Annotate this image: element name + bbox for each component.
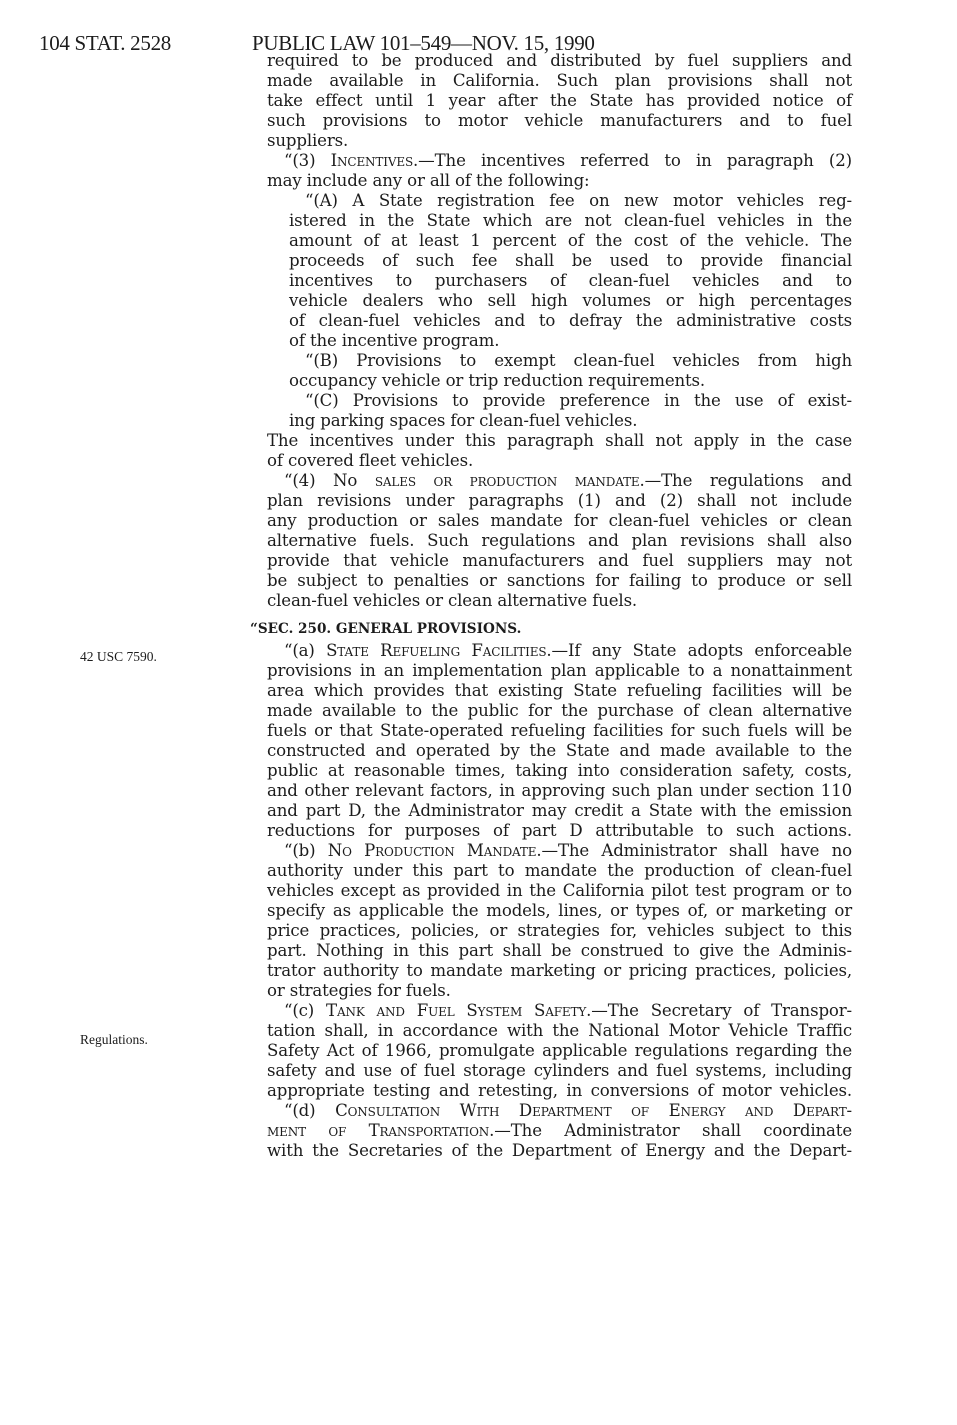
text-line: tation shall, in accordance with the National Motor Vehicle Traffic (267, 1021, 852, 1040)
text-line: appropriate testing and retesting, in conversions of motor vehicles. (267, 1081, 852, 1100)
text-line: area which provides that existing State refueling facilities will be (267, 681, 852, 700)
subparagraph-c: “(C) Provisions to provide preference in the use of exist- (305, 391, 852, 410)
subsection-b-heading (267, 841, 852, 861)
text-line: reductions for purposes of part D attributable to such actions. (267, 821, 852, 840)
subparagraph-b: “(B) Provisions to exempt clean-fuel vehicles from high (305, 351, 852, 370)
subsection-c-heading (267, 1001, 852, 1021)
paragraph-label: “(c) (284, 1001, 327, 1020)
text-line: authority under this part to mandate the production of clean-fuel (267, 861, 852, 880)
paragraph-heading: ment of Transportation. (267, 1121, 495, 1140)
text-line: suppliers. (267, 131, 349, 150)
text-line: or strategies for fuels. (267, 981, 451, 1000)
text-line: specify as applicable the models, lines, or types of, or marketing or (267, 901, 852, 920)
paragraph-heading: Tank and Fuel System Safety. (326, 1001, 592, 1020)
text-line: —The Secretary of Transpor- (591, 1001, 852, 1020)
text-line: any production or sales mandate for clean-fuel vehicles or clean (267, 511, 852, 530)
text-line: vehicles except as provided in the California pilot test program or to (267, 881, 852, 900)
paragraph-heading: No Production Mandate. (327, 841, 542, 860)
text-line: proceeds of such fee shall be used to provide financial (289, 251, 852, 270)
text-line: ing parking spaces for clean-fuel vehicles. (289, 411, 638, 430)
text-line: required to be produced and distributed by fuel suppliers and (267, 51, 852, 70)
paragraph-3-incentives-heading (267, 151, 852, 171)
subsection-a-heading (267, 641, 852, 661)
text-line: public at reasonable times, taking into consideration safety, costs, (267, 761, 852, 780)
paragraph-heading: Incentives. (330, 151, 419, 170)
text-line: made available in California. Such plan provisions shall not (267, 71, 852, 90)
text-line: occupancy vehicle or trip reduction requirements. (289, 371, 706, 390)
text-line: of clean-fuel vehicles and to defray the administrative costs (289, 311, 852, 330)
paragraph-label: “(3) (284, 151, 331, 170)
text-line: with the Secretaries of the Department of Energy and the Depart- (267, 1141, 852, 1160)
text-line: part. Nothing in this part shall be construed to give the Adminis- (267, 941, 852, 960)
paragraph-heading: State Refueling Facilities. (326, 641, 552, 660)
text-line: be subject to penalties or sanctions for failing to produce or sell (267, 571, 852, 590)
text-line: and other relevant factors, in approving such plan under section 110 (267, 781, 852, 800)
text-line: The incentives under this paragraph shall not apply in the case (267, 431, 852, 450)
paragraph-label: “(d) (284, 1101, 336, 1120)
text-line: —If any State adopts enforceable (551, 641, 852, 660)
text-line: Safety Act of 1966, promulgate applicable regulations regarding the (267, 1041, 852, 1060)
text-line: trator authority to mandate marketing or pricing practices, policies, (267, 961, 852, 980)
text-line: price practices, policies, or strategies for, vehicles subject to this (267, 921, 852, 940)
document-body (250, 51, 853, 1161)
subparagraph-a: “(A) A State registration fee on new motor vehicles reg- (305, 191, 852, 210)
text-line: constructed and operated by the State and made available to the (267, 741, 852, 760)
text-line (267, 1121, 852, 1141)
paragraph-heading: sales or production mandate. (374, 471, 645, 490)
text-line: safety and use of fuel storage cylinders and fuel systems, including (267, 1061, 852, 1080)
text-line: —The Administrator shall have no (541, 841, 852, 860)
paragraph-label: “(a) (284, 641, 327, 660)
page-stat-citation: 104 STAT. 2528 (39, 31, 171, 55)
paragraph-label: “(4) No (284, 471, 375, 490)
running-header: PUBLIC LAW 101–549—NOV. 15, 1990 (252, 31, 595, 55)
text-line: fuels or that State-operated refueling facilities for such fuels will be (267, 721, 852, 740)
text-line: plan revisions under paragraphs (1) and (2) shall not include (267, 491, 852, 510)
margin-note-regulations: Regulations. (80, 1032, 148, 1047)
margin-note-usc: 42 USC 7590. (80, 649, 157, 664)
text-line: and part D, the Administrator may credit a State with the emission (267, 801, 852, 820)
text-line: clean-fuel vehicles or clean alternative fuels. (267, 591, 638, 610)
text-line: provide that vehicle manufacturers and fuel suppliers may not (267, 551, 852, 570)
text-line: made available to the public for the purchase of clean alternative (267, 701, 852, 720)
text-line: take effect until 1 year after the State has provided notice of (267, 91, 852, 110)
text-line: of the incentive program. (289, 331, 500, 350)
text-line: of covered fleet vehicles. (267, 451, 474, 470)
paragraph-heading: Consultation With Department of Energy and Depart- (335, 1101, 853, 1120)
text-line: —The incentives referred to in paragraph (2) (418, 151, 852, 170)
text-line: vehicle dealers who sell high volumes or high percentages (289, 291, 852, 310)
paragraph-4-no-mandate-heading (267, 471, 852, 491)
paragraph-label: “(b) (284, 841, 328, 860)
text-line: amount of at least 1 percent of the cost of the vehicle. The (289, 231, 852, 250)
text-line: —The regulations and (644, 471, 852, 490)
section-heading: “SEC. 250. GENERAL PROVISIONS. (250, 621, 522, 637)
text-line: —The Administrator shall coordinate (494, 1121, 852, 1140)
text-line: provisions in an implementation plan applicable to a nonattainment (267, 661, 852, 680)
text-line: istered in the State which are not clean-fuel vehicles in the (289, 211, 852, 230)
text-line: alternative fuels. Such regulations and plan revisions shall also (267, 531, 852, 550)
text-line: may include any or all of the following: (267, 171, 590, 190)
text-line: incentives to purchasers of clean-fuel vehicles and to (289, 271, 852, 290)
text-line: such provisions to motor vehicle manufacturers and to fuel (267, 111, 852, 130)
subsection-d-heading (267, 1101, 852, 1121)
